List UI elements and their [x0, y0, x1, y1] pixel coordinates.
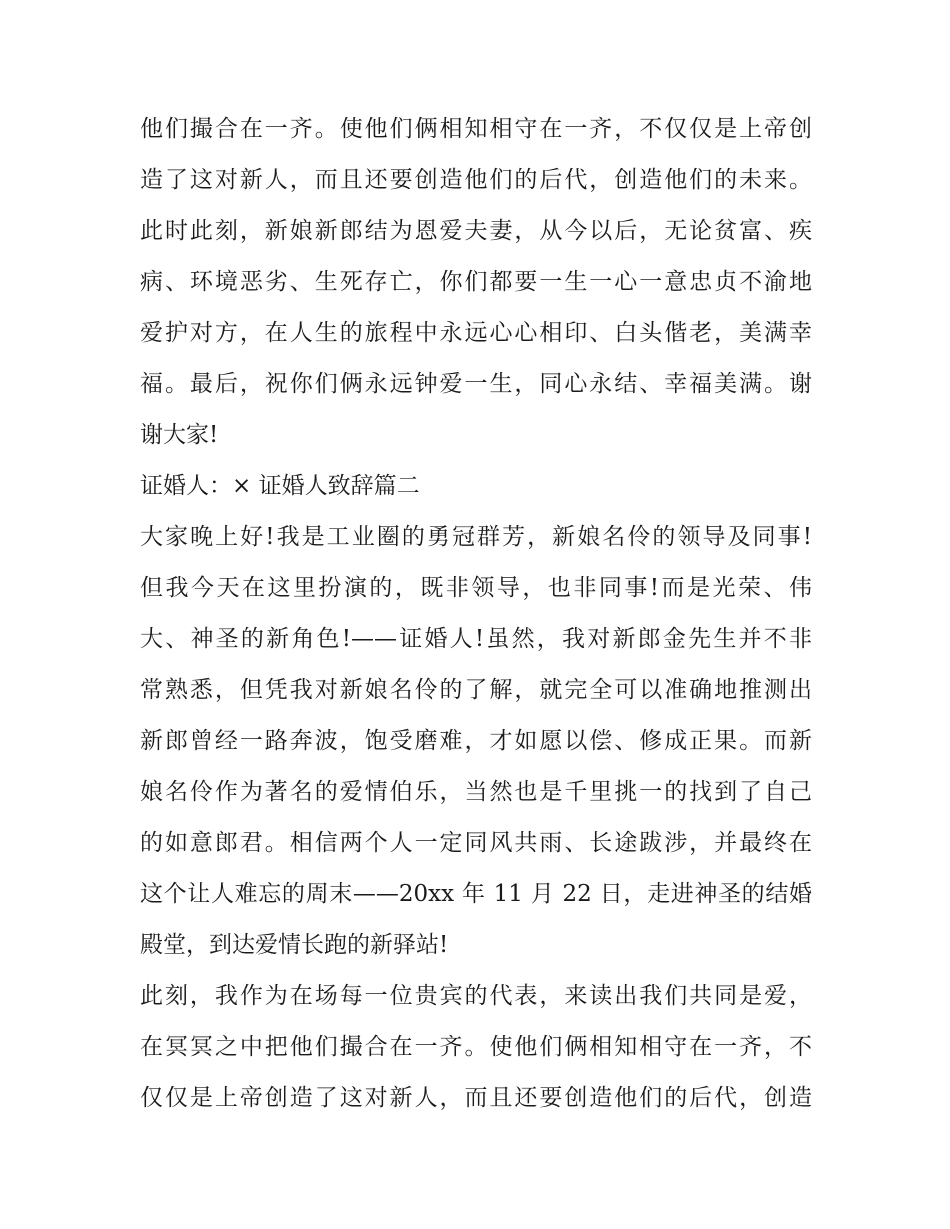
- text-line: 这个让人难忘的周末——20xx 年 11 月 22 日，走进神圣的结婚: [140, 881, 812, 907]
- section-heading: [140, 461, 812, 512]
- paragraph-2: [140, 512, 812, 971]
- text-line: 爱护对方，在人生的旅程中永远心心相印、白头偕老，美满幸: [140, 320, 812, 346]
- paragraph-1: [140, 104, 812, 461]
- text-line: 的如意郎君。相信两个人一定同风共雨、长途跋涉，并最终在: [140, 830, 812, 856]
- text-line: 常熟悉，但凭我对新娘名伶的了解，就完全可以准确地推测出: [140, 677, 812, 703]
- text-line: 他们撮合在一齐。使他们俩相知相守在一齐，不仅仅是上帝创: [140, 116, 812, 142]
- text-line: 殿堂，到达爱情长跑的新驿站!: [140, 932, 449, 958]
- text-line: 福。最后，祝你们俩永远钟爱一生，同心永结、幸福美满。谢: [140, 371, 812, 397]
- text-line: 此刻，我作为在场每一位贵宾的代表，来读出我们共同是爱，: [140, 983, 812, 1009]
- paragraph-3: [140, 971, 812, 1124]
- text-line: 此时此刻，新娘新郎结为恩爱夫妻，从今以后，无论贫富、疾: [140, 218, 812, 244]
- document-body: [140, 104, 812, 1124]
- text-line: 但我今天在这里扮演的，既非领导，也非同事!而是光荣、伟: [140, 575, 812, 601]
- text-line: 病、环境恶劣、生死存亡，你们都要一生一心一意忠贞不渝地: [140, 269, 812, 295]
- text-line: 造了这对新人，而且还要创造他们的后代，创造他们的未来。: [140, 167, 812, 193]
- text-line: 在冥冥之中把他们撮合在一齐。使他们俩相知相守在一齐，不: [140, 1034, 812, 1060]
- text-line: 娘名伶作为著名的爱情伯乐，当然也是千里挑一的找到了自己: [140, 779, 812, 805]
- heading-text: 证婚人：× 证婚人致辞篇二: [140, 473, 420, 499]
- text-line: 新郎曾经一路奔波，饱受磨难，才如愿以偿、修成正果。而新: [140, 728, 812, 754]
- text-line: 大家晚上好!我是工业圈的勇冠群芳，新娘名伶的领导及同事!: [140, 524, 812, 550]
- text-line: 仅仅是上帝创造了这对新人，而且还要创造他们的后代，创造: [140, 1085, 812, 1111]
- text-line: 谢大家!: [140, 422, 219, 448]
- text-line: 大、神圣的新角色!——证婚人!虽然，我对新郎金先生并不非: [140, 626, 812, 652]
